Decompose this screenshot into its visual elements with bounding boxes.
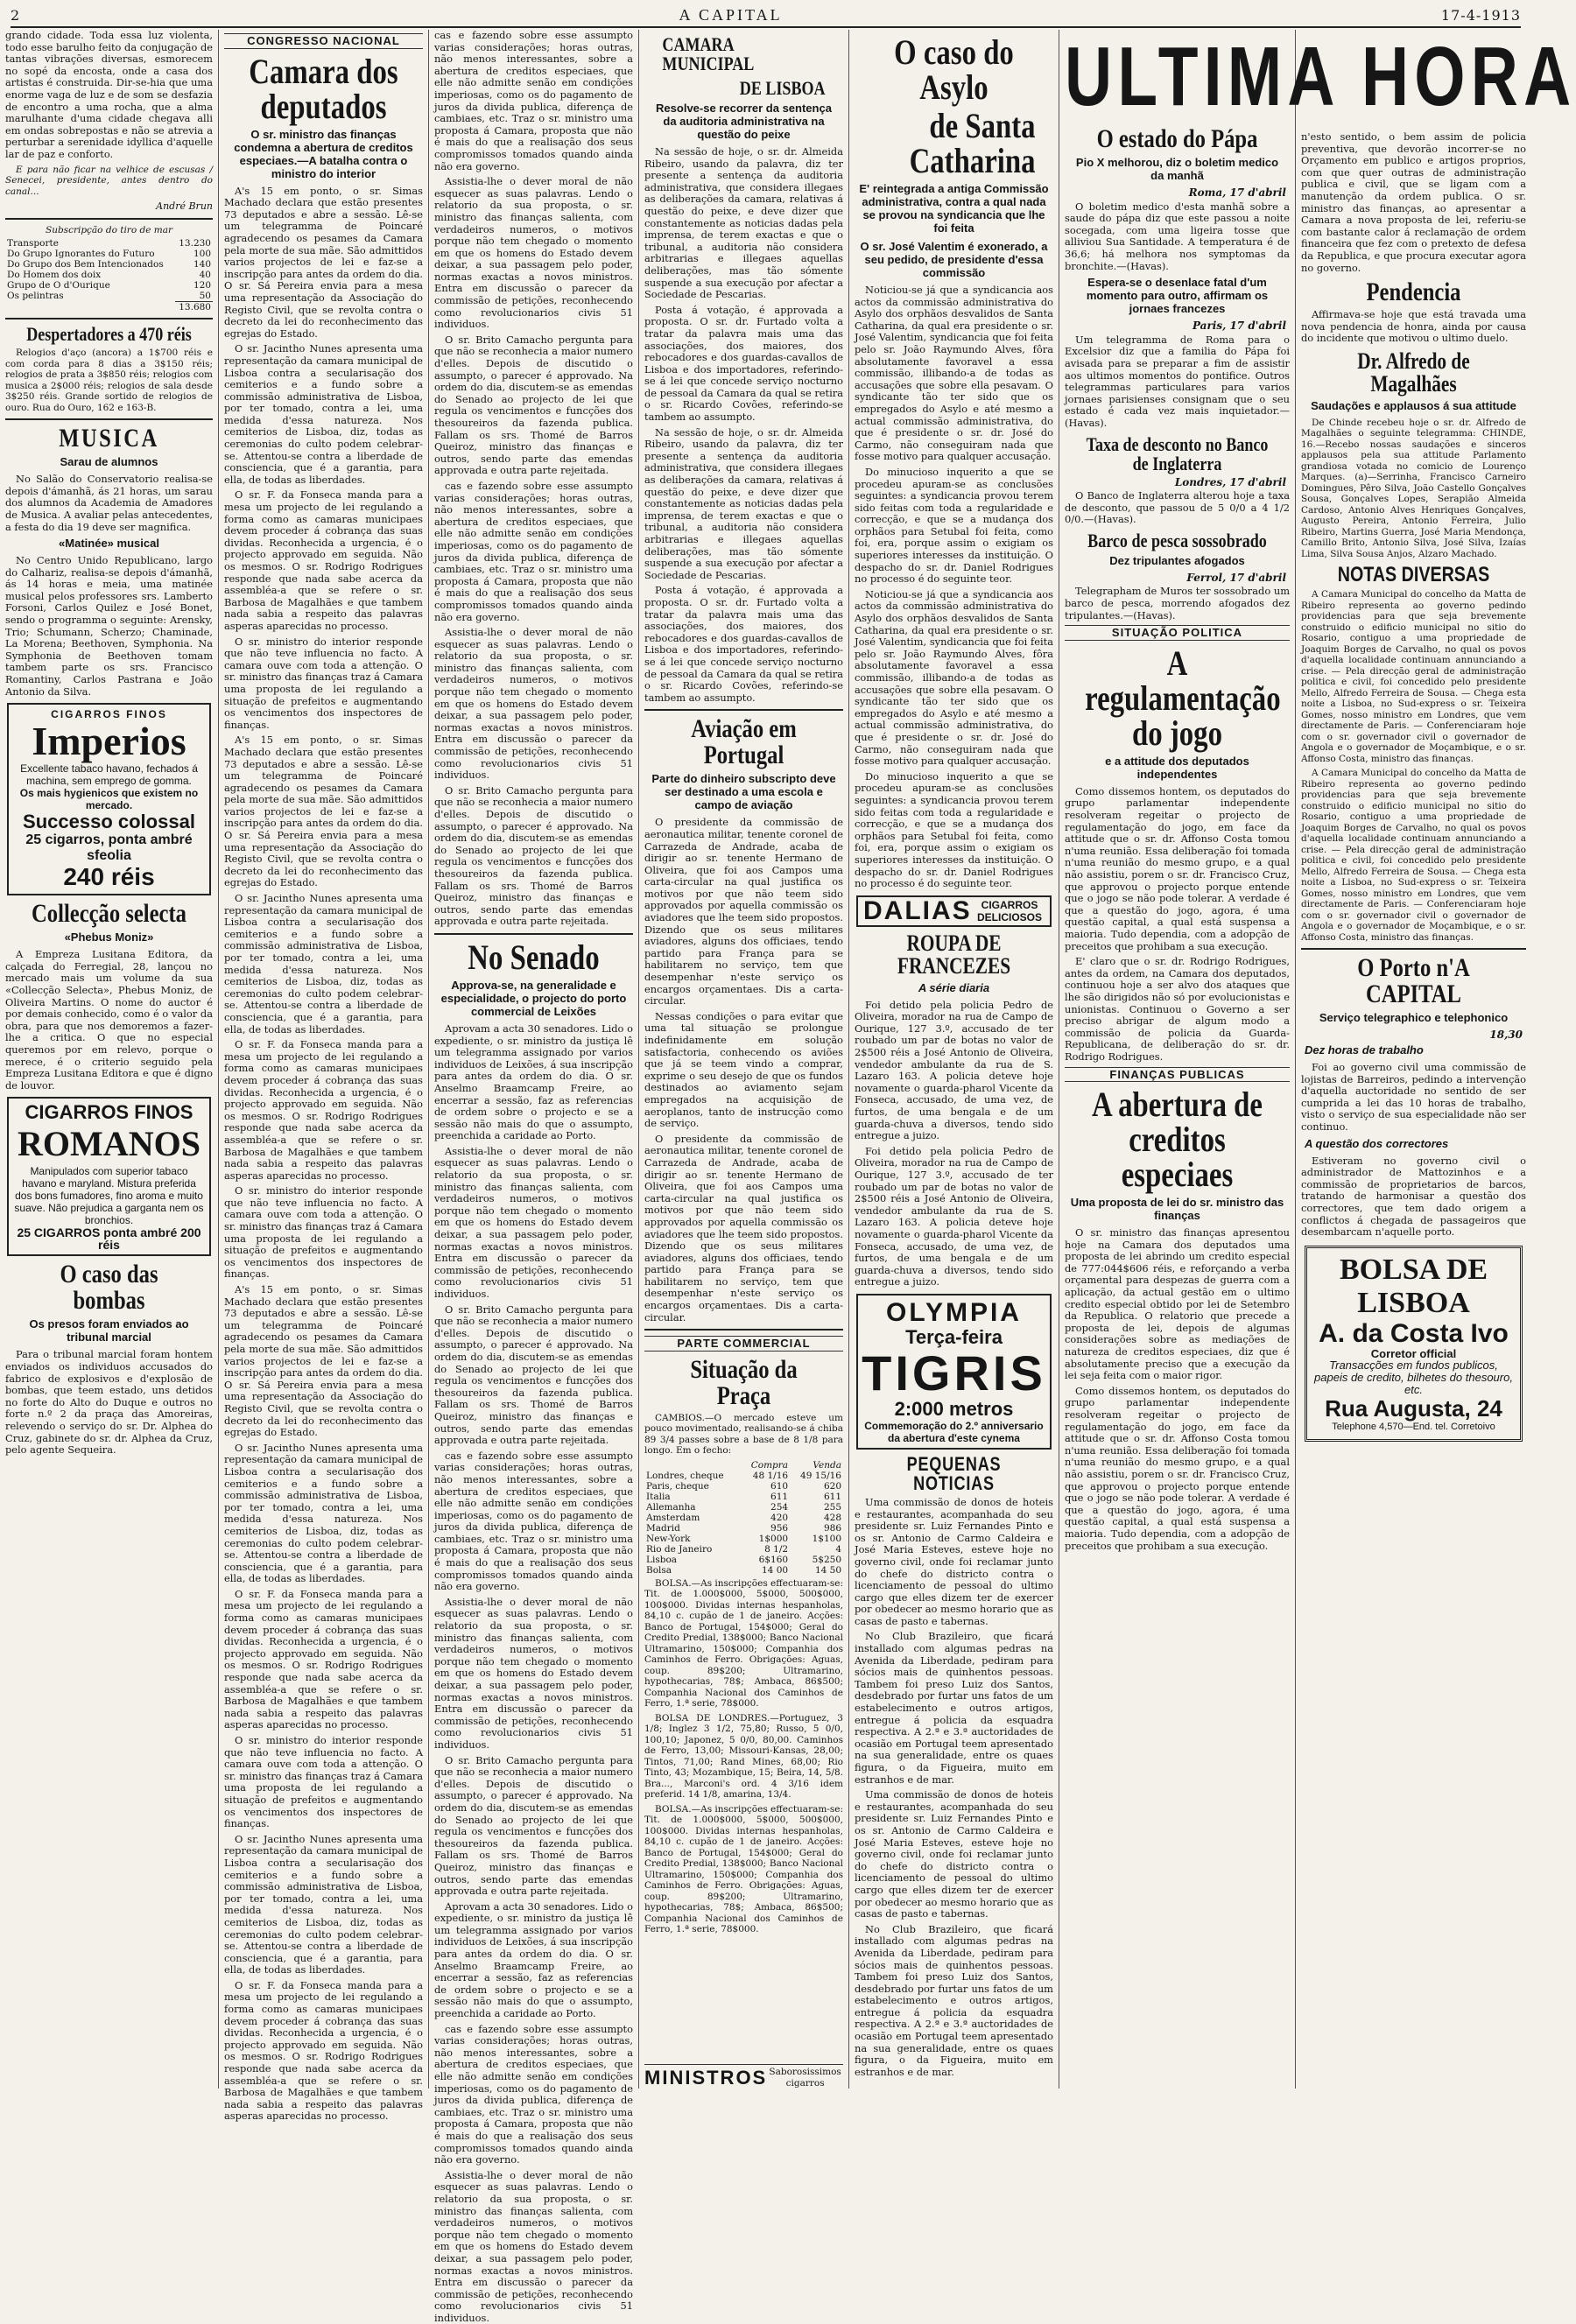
article-paragraph: Do minucioso inquerito a que se procedeu apuram-se as conclusões seguintes: a syndicancia provou terem sido feitas com toda a regularidade e correcção, e que se a mudança dos orphãos para Setubal foi feita, como foi, era, porque assim o exigiam os superiores interesses da instituição. O despacho do sr. dr. Daniel Rodrigues no processo é do seguinte teor.	[855, 465, 1053, 586]
ad-price: 240 réis	[63, 863, 155, 891]
roupa-subtitle: A série diaria	[918, 980, 990, 994]
article-paragraph: A's 15 em ponto, o sr. Simas Machado declara que estão presentes 73 deputados e abre a sessão. Lê-se um telegramma de Poincaré agradecendo os pesames da Camara pela morte de sua mãe. São admittidos varios projectos de lei e faz-se a inscripção para antes da ordem do dia. O sr. Sá Pereira envia para a mesa uma representação da Associação do Registo Civil, que se revolta contra o decreto da lei do reconhecimento das egrejas do Estado.	[224, 734, 423, 889]
article-paragraph: O sr. F. da Fonseca manda para a mesa um projecto de lei regulando a forma como as camaras municipaes devem proceder á cobrança das suas dividas. Reconhecida a urgencia, é o projecto approvado em seguida. Não os mesmos. O sr. Rodrigo Rodrigues responde que nada sabe acerca da assembléa-a que se refere o sr. Barbosa de Magalhães e que tambem nada sabia a respeito das palavras asperas aparecidas no processo.	[224, 1978, 423, 2123]
cell: 14 00	[762, 1564, 789, 1576]
article-paragraph: A Camara Municipal do concelho da Matta de Ribeiro representa ao governo pedindo providencias para que seja brevemente construido o edificio municipal no sitio do Rosario, contiguo a uma propriedade de Joaquim Borges de Carvalho, no qual os povos d'aquella localidade continuam annunciando a crise. — Pela direcção geral de administração politica e civil, foi concedido pelo presidente Mello, Alfredo Ferreira de Sousa. — Chega esta noite a Lisboa, no Sud-express o sr. Teixeira Gomes, nosso ministro em Londres, que vem directamente de Paris. — Conferenciaram hoje com o sr. governador civil o governador de Angola e o governador de Moçambique, e o sr. Affonso Costa, ministro das finanças.	[1301, 768, 1526, 943]
table-row	[644, 1481, 843, 1492]
musica-subtitle: Sarau de alumnos	[60, 455, 158, 469]
cell: 1$100	[812, 1533, 841, 1544]
article-paragraph: E' claro que o sr. dr. Rodrigo Rodrigues, antes da ordem, na Camara dos deputados, continuou hoje a ser alvo dos ataques que lhe são dirigidos não só por evolucionistas e unionistas. Continuou o Governo a ser preciso abrigar de algum modo a commissão de policia da Guarda-Republicana, de deliberação do sr. dr. Rodrigo Rodrigues.	[1065, 955, 1290, 1063]
page-number: 2	[11, 6, 21, 24]
ad-hygienic: Os mais hygienicos que existem no mercado.	[19, 787, 199, 812]
article-paragraph: A's 15 em ponto, o sr. Simas Machado declara que estão presentes 73 deputados e abre a sessão. Lê-se um telegramma de Poincaré agradecendo os pesames da Camara pela morte de sua mãe. São admittidos varios projectos de lei e faz-se a inscripção para antes da ordem do dia. O sr. Sá Pereira envia para a mesa uma representação da Associação do Registo Civil, que se revolta contra o decreto da lei do reconhecimento das egrejas do Estado.	[224, 184, 423, 340]
masthead	[11, 4, 1521, 28]
article-paragraph: n'esto sentido, o bem assim de policia preventiva, que devorão incorrer-se no Orçamento em publico e artigos proprios, com que quer outras de administração publica e civil, que se ligam com a manutenção da ordem publica. O sr. ministro das finanças, ao apresentar a Camara a nova proposta de lei, referiu-se com bastante calor á reclamação de ordem financeira que fez com o pretexto de defesa da Republica, e que procura executar agora no governo.	[1301, 130, 1526, 274]
barco-subtitle: Dez tripulantes afogados	[1109, 553, 1245, 567]
matinee-text: No Centro Unido Republicano, largo do Calhariz, realisa-se depois d'ámanhã, ás 14 horas e meia, uma matinée musical pelos professores srs. Lamberto Forsoni, Carlos Quilez e José Bonet, sendo o programma o seguinte: Arensky, Trio; Schumann, Scherzo; Chaminade, La Morena; Beethoven, Symphonia. Na Symphonia de Beethoven tomam tambem parte os srs. Francisco Romantiny, Carlos Pastrana e João Antonio da Silva.	[5, 554, 213, 698]
dateline: 18,30	[1489, 1029, 1523, 1042]
ad-address: Rua Augusta, 24	[1325, 1395, 1502, 1422]
dateline: Londres, 17 d'abril	[1174, 475, 1286, 488]
subscription-title: Subscripção do tiro de mar	[46, 224, 172, 235]
cell: 48 1/16	[752, 1470, 789, 1481]
row-label: Do Grupo dos Bem Intencionados	[7, 259, 164, 270]
dateline: Ferrol, 17 d'abril	[1186, 571, 1286, 584]
financas-kicker: FINANÇAS PUBLICAS	[1065, 1067, 1290, 1083]
ad-brand: OLYMPIA	[886, 1297, 1022, 1327]
commercial-kicker: PARTE COMMERCIAL	[644, 1336, 843, 1352]
table-row	[5, 280, 213, 291]
camara-municipal-title-2: DE LISBOA	[739, 77, 826, 99]
table-row	[5, 249, 213, 259]
article-paragraph: Na sessão de hoje, o sr. dr. Almeida Ribeiro, usando da palavra, diz ter presente a sentença da auditoria administrativa, que considera illegaes as deliberações da camara, relativas á questão do peixe, e deve dizer que constantemente as noticias dadas pela imprensa, de terem exactas e que o tribunal, a auditoria não considera arbitrarias e illegaes aquellas deliberações, mas tão sómente suspende a sua execução por afectar a Sociedade de Pescarias.	[644, 425, 843, 581]
ad-despertadores-title: Despertadores a 470 réis	[26, 323, 192, 346]
article-paragraph: Foi detido pela policia Pedro de Oliveira, morador na rua de Campo de Ourique, 127 3.º, accusado de ter roubado um par de botas no valor de 2$500 réis a José Antonio de Oliveira, vendedor ambulante da rua de S. Lazaro 163. A policia deteve hoje novamente o guarda-pharol Vicente da Fonseca, accusado, de uma vez, de furtos, de uma bengala e de um guarda-chuva a diversos, tendo sido entregue a juizo.	[855, 998, 1053, 1142]
table-row	[644, 1544, 843, 1555]
asylo-title-2: de Santa Catharina	[909, 106, 1036, 180]
cell: Rio de Janeiro	[646, 1543, 713, 1555]
subscription-total: 13.680	[175, 302, 213, 313]
col-header	[644, 1460, 742, 1471]
article-paragraph: No Club Brazileiro, que ficará installado com algumas pedras na Avenida da Liberdade, pediram para sócios mais de quinhentos pessoas. Tambem foi preso Luiz dos Santos, desdebrado por furtar uns fatos de um estabelecimento e outros artigos, entregue á policia da esquadra respectiva. A 2.ª e 3.ª auctoridades de ocasião em Portugal teem apresentado na sua generalidade, entre os quaes figura, o da Figueira, muito em estranhos e de mar.	[855, 1922, 1053, 2078]
article-paragraph: Telegrapham de Muros ter sossobrado um barco de pesca, morrendo afogados dez tripulantes.—(Havas).	[1065, 585, 1290, 621]
senado-text: Aprovam a acta 30 senadores. Lido o expediente, o sr. ministro da justiça lê um telegramma assignado por varios individuos de Leixões, á sua inscripção para antes da ordem do dia. O sr. Anselmo Braamcamp Freire, ao encerrar a sessão, faz as referencias de ordem sobre o projecto e se a sessão não mais do que o assumpto, preenchida a caridade ao Porto.	[434, 1022, 633, 1142]
col-header: Venda	[813, 1459, 841, 1471]
row-value: 140	[193, 259, 211, 270]
article-paragraph: BOLSA.—As inscripções effectuaram-se: Tit. de 1.000$000, 5$000, 500$000, 100$000. Dividas internas hespanholas, 84,10 c. cupão de 1 de janeiro. Acções: Banco de Portugal, 154$000; Geral do Credito Predial, 138$000; Banco Nacional Ultramarino, 150$000; Companhia dos Caminhos de Ferro. Obrigações: Aguas, coup. 89$200; Ultramarino, hypothecarias, 78$; Ambaca, 86$500; Companhia Nacional dos Caminhos de Ferro, 1.ª serie, 78$000.	[644, 1803, 843, 1935]
column-3	[429, 29, 639, 2324]
cell: 49 15/16	[800, 1470, 841, 1481]
table-row	[644, 1502, 843, 1513]
financas-title: A abertura de creditos especiaes	[1092, 1085, 1263, 1195]
bombas-title: O caso das bombas	[60, 1260, 158, 1316]
article-paragraph: Assistia-lhe o dever moral de não esquecer as suas palavras. Lendo o relatorio da sua proposta, o sr. ministro das finanças salienta, com verdadeiros numeros, o motivos porque não tem chegado o momento em que os homens do Estado devem deixar, a sua passagem pelo poder, normas exactas a novos ministros. Entra em discussão o parecer da commissão de petições, reconhecendo como revolucionarios civis 51 individuos.	[434, 1144, 633, 1300]
article-paragraph: Uma commissão de donos de hoteis e restaurantes, acompanhada do seu presidente sr. Luiz Fernandes Pinto e os sr. Antonio de Carmo Caldeira e José Maria Esteves, esteve hoje no governo civil, onde foi reclamar junto do chefe do districto contra o licenciamento de pessoal do ultimo cargo que elles dizem ter de exercer por obedecer ao mesmo horario que as casas de pasto e tabernas.	[855, 1788, 1053, 1920]
ad-role: Corretor official	[1370, 1346, 1457, 1360]
article-paragraph: O boletim medico d'esta manhã sobre a saude do pápa diz que este passou a noite socegada, com uma ligeira tosse que alliviou Sua Santidade. A temperatura é de 36,6; há melhora nos symptomas da bronchite.—(Havas).	[1065, 200, 1290, 272]
article-paragraph: Noticiou-se já que a syndicancia aos actos da commissão administrativa do Asylo dos orphãos desvalidos de Santa Catharina, da qual era presidente o sr. José Valentim, syndicancia que foi feita pelo sr. João Raymundo Alves, fôra absolutamente favoravel a essa commissão, illibando-a de todas as accusações que sobre ella pesavam. O syndicante tão ter sido que os empregados do Asylo e até mesmo a actual commissão administrativa, do que é presidente o sr. dr. José do Carmo, não conseguiram nada que fosse motivo para qualquer accusação.	[855, 587, 1053, 768]
table-row	[5, 270, 213, 280]
cell: 5$250	[812, 1554, 841, 1565]
roupa-title: ROUPA DE FRANCEZES	[897, 930, 1011, 979]
cell: 611	[823, 1491, 841, 1502]
divider	[644, 1329, 843, 1331]
article-paragraph: A's 15 em ponto, o sr. Simas Machado declara que estão presentes 73 deputados e abre a sessão. Lê-se um telegramma de Poincaré agradecendo os pesames da Camara pela morte de sua mãe. São admittidos varios projectos de lei e faz-se a inscripção para antes da ordem do dia. O sr. Sá Pereira envia para a mesa uma representação da Associação do Registo Civil, que se revolta contra o decreto da lei do reconhecimento das egrejas do Estado.	[224, 1283, 423, 1439]
article-paragraph: O sr. Brito Camacho pergunta para que não se reconhecia a maior numero d'elles. Depois de discutido o assumpto, o parecer é approvado. Na ordem do dia, discutem-se as emendas do Senado ao projecto de lei que regula os vencimentos e funcções dos thesoureiros da fazenda publica. Fallam os srs. Thomé de Barros Queiroz, ministro das finanças e outros, sendo parte das emendas approvada e outra parte rejeitada.	[434, 333, 633, 477]
politica-kicker: SITUAÇÃO POLITICA	[1065, 625, 1290, 641]
congress-kicker: CONGRESSO NACIONAL	[224, 33, 423, 49]
ad-imperios	[7, 703, 211, 895]
divider	[644, 709, 843, 711]
colleccao-text: A Empreza Lusitana Editora, da calçada do Ferregial, 28, lançou no mercado mais um volume da sua «Collecção Selecta», Phebus Moniz, de Oliveira Martins. O nome do auctor é por demais conhecido, como é o valor da obra, para que nos demoremos a fazer-lhe a critica. O que no especial queremos por em relevo, porque o merece, é o criterio seguido pela Empreza Lusitana Editora e que é digno de louvor.	[5, 948, 213, 1092]
article-paragraph: O Banco de Inglaterra alterou hoje a taxa de desconto, que passou de 5 0/0 a 4 1/2 0/0.—(Havas).	[1065, 489, 1290, 526]
divider	[5, 218, 213, 220]
papa-title: O estado do Pápa	[1096, 124, 1258, 153]
article-paragraph: O sr. ministro das finanças apresentou hoje na Camara dos deputados uma proposta de lei abrindo um credito especial de 777:044$606 réis, e reforçando a verba orçamental para despezas de guerra com a aplicação, da actual gestão em o ultimo credito especial obtido por lei de Setembro da Republica. O relatorio que precede a proposta de lei, depois de algumas considerações sobre as mediações de natureza de creditos especiaes, diz que é absolutamente preciso que a execução da lei seja feita com o maior rigor.	[1065, 1226, 1290, 1382]
article-paragraph: Estiveram no governo civil o administrador de Mattozinhos e a commissão de proprietarios de barcos, tratando de harmonisar a questão dos correctores, que tem dado origem a conflictos á chegada de passageiros que desembarcam n'aquelle porto.	[1301, 1154, 1526, 1239]
divider	[5, 418, 213, 420]
article-paragraph: Affirmava-se hoje que está travada uma nova pendencia de honra, ainda por causa do incidente que motivou o ultimo duelo.	[1301, 308, 1526, 345]
divider	[5, 318, 213, 319]
cell: Allemanha	[646, 1501, 696, 1513]
cell: 610	[770, 1480, 789, 1492]
magalhaes-subtitle: Saudações e applausos á sua attitude	[1311, 398, 1516, 412]
senado-text: Aprovam a acta 30 senadores. Lido o expediente, o sr. ministro da justiça lê um telegramma assignado por varios individuos de Leixões, á sua inscripção para antes da ordem do dia. O sr. Anselmo Braamcamp Freire, ao encerrar a sessão, faz as referencias de ordem sobre o projecto e se a sessão não mais do que o assumpto, preenchida a caridade ao Porto.	[434, 1899, 633, 2020]
column-4	[639, 30, 849, 2089]
barco-title: Barco de pesca sossobrado	[1087, 529, 1267, 551]
divider	[1301, 948, 1526, 950]
row-label: Do Grupo Ignorantes do Futuro	[7, 249, 155, 260]
ad-text: Commemoração do 2.º anniversario da abertura d'este cynema	[864, 1419, 1044, 1444]
ad-success: Successo colossal	[23, 811, 195, 833]
ad-text: CIGARROS DELICIOSOS	[976, 898, 1042, 923]
bombas-text: Para o tribunal marcial foram hontem enviados os individuos accusados do fabrico de explosivos e d'explosão de bombas, que teem estado, uns detidos no forte do Alto do Duque e outros no forte n.º 2 da praça das Amoreiras, relevendo o serviço do sr. Dr. Alphea do Cruz, gabinete do sr. dr. Alphea da Cruz, pelo agente Sequeira.	[5, 1348, 213, 1457]
cell: 254	[770, 1501, 789, 1513]
article-paragraph: Noticiou-se já que a syndicancia aos actos da commissão administrativa do Asylo dos orphãos desvalidos de Santa Catharina, da qual era presidente o sr. José Valentim, syndicancia que foi feita pelo sr. João Raymundo Alves, fôra absolutamente favoravel a essa commissão, illibando-a de todas as accusações que sobre ella pesavam. O syndicante tão ter sido que os empregados do Asylo e até mesmo a actual commissão administrativa, do que é presidente o sr. dr. José do Carmo, não conseguiram nada que fosse motivo para qualquer accusação.	[855, 284, 1053, 463]
cell: Italia	[646, 1491, 671, 1502]
article-paragraph: Uma commissão de donos de hoteis e restaurantes, acompanhada do seu presidente sr. Luiz Fernandes Pinto e os sr. Antonio de Carmo Caldeira e José Maria Esteves, esteve hoje no governo civil, onde foi reclamar junto do chefe do districto contra o licenciamento de pessoal do ultimo cargo que elles dizem ter de exercer por obedecer ao mesmo horario que as casas de pasto e tabernas.	[855, 1495, 1053, 1627]
article-paragraph: O sr. Jacintho Nunes apresenta uma representação da camara municipal de Lisboa contra a secularisação dos cemiterios e a fundo sobre a commissão administrativa de Lisboa, por ter tomado, contra a lei, uma medida d'essa natureza. Nos cemiterios de Lisboa, diz, todas as ceremonias do culto podem celebrar-se. Attentou-se contra a liberdade de consciencia, que é a garantia, para ella, de todas as liberdades.	[224, 1441, 423, 1585]
cell: New-York	[646, 1533, 691, 1544]
ad-small-heading: CIGARROS FINOS	[51, 708, 167, 721]
ad-film: TIGRIS	[862, 1345, 1046, 1401]
senado-subtitle: Approva-se, na generalidade e especialidade, o projecto do porto commercial de Leixões	[440, 978, 627, 1018]
table-row	[644, 1513, 843, 1523]
ad-dalias	[856, 895, 1052, 927]
cell: 428	[823, 1512, 841, 1523]
cambio-table	[644, 1460, 843, 1576]
ad-romanos	[7, 1097, 211, 1256]
verse: E para não ficar na velhice de escusas / Senecei, presidente, antes dentro do canal...	[5, 164, 213, 197]
article-paragraph: Do minucioso inquerito a que se procedeu apuram-se as conclusões seguintes: a syndicancia provou terem sido feitas com toda a regularidade e correcção, e que se a mudança dos orphãos para Setubal foi feita, como foi, era, porque assim o exigiam os superiores interesses da instituição. O despacho do sr. dr. Daniel Rodrigues no processo é do seguinte teor.	[855, 769, 1053, 890]
article-paragraph: Assistia-lhe o dever moral de não esquecer as suas palavras. Lendo o relatorio da sua proposta, o sr. ministro das finanças salienta, com verdadeiros numeros, o motivos porque não tem chegado o momento em que os homens do Estado devem deixar, a sua passagem pelo poder, normas exactas a novos ministros. Entra em discussão o parecer da commissão de petições, reconhecendo como revolucionarios civis 51 individuos.	[434, 2168, 633, 2324]
camara-municipal-subtitle: Resolve-se recorrer da sentença da auditoria administrativa na questão do peixe	[656, 102, 832, 141]
table-row	[644, 1555, 843, 1565]
papa-subtitle-2: Espera-se o desenlace fatal d'um momento para outro, affirmam os jornaes francezes	[1086, 276, 1269, 316]
ad-text: Transacções em fundos publicos, papeis de credito, bilhetes do thesouro, etc.	[1314, 1359, 1513, 1396]
ad-text: Saborosissimos cigarros	[769, 2067, 841, 2089]
column-1	[0, 30, 219, 2089]
ad-phone: Telephone 4,570—End. tel. Corretoivo	[1332, 1422, 1495, 1433]
magalhaes-title: Dr. Alfredo de Magalhães	[1357, 348, 1470, 397]
papa-subtitle: Pio X melhorou, diz o boletim medico da manhã	[1075, 156, 1279, 182]
jogo-subtitle: e a attitude dos deputados independentes	[1105, 754, 1249, 781]
ad-brand: MINISTROS	[644, 2066, 768, 2089]
row-label: Os pelintras	[7, 291, 64, 302]
cell: 4	[835, 1543, 841, 1555]
camara-deputados-subtitle: O sr. ministro das finanças condemna a abertura de creditos especiaes.—A batalha contra o ministro do interior	[234, 127, 413, 180]
table-row	[644, 1534, 843, 1544]
row-label: Grupo de O d'Ourique	[7, 280, 110, 291]
table-row	[644, 1492, 843, 1502]
article-paragraph: O sr. F. da Fonseca manda para a mesa um projecto de lei regulando a forma como as camaras municipaes devem proceder á cobrança das suas dividas. Reconhecida a urgencia, é o projecto approvado em seguida. Não os mesmos. O sr. Rodrigo Rodrigues responde que nada sabe acerca da assembléa-a que se refere o sr. Barbosa de Magalhães e que tambem nada sabia a respeito das palavras asperas aparecidas no processo.	[224, 488, 423, 632]
cell: 986	[823, 1522, 841, 1534]
dateline: Roma, 17 d'abril	[1188, 186, 1286, 199]
porto-title: O Porto n'A CAPITAL	[1357, 953, 1470, 1009]
row-value: 120	[193, 280, 211, 291]
camara-municipal-title: CAMARA MUNICIPAL	[662, 33, 755, 74]
matinee-title: «Matinée» musical	[59, 537, 159, 551]
cell: 6$160	[758, 1554, 789, 1565]
ad-name: A. da Costa Ivo	[1319, 1318, 1509, 1348]
bombas-subtitle: Os presos foram enviados ao tribunal marcial	[29, 1317, 189, 1345]
article-paragraph: A Camara Municipal do concelho da Matta de Ribeiro representa ao governo pedindo providencias para que seja brevemente construido o edificio municipal no sitio do Rosario, contiguo a uma propriedade de Joaquim Borges de Carvalho, no qual os povos d'aquella localidade continuam annunciando a crise. — Pela direcção geral de administração politica e civil, foi concedido pelo presidente Mello, Alfredo Ferreira de Sousa. — Chega esta noite a Lisboa, no Sud-express o sr. Teixeira Gomes, nosso ministro em Londres, que vem directamente de Paris. — Conferenciaram hoje com o sr. governador civil o governador de Angola e o governador de Moçambique, e o sr. Affonso Costa, ministro das finanças.	[1301, 589, 1526, 764]
article-paragraph: Como dissemos hontem, os deputados do grupo parlamentar independente resolveram regeitar o projecto de regulamentação do jogo, em face da attitude que o sr. dr. Affonso Costa tomou n'uma reunião. Essa deliberação foi tomada n'uma reunião do mesmo grupo, e a qual não assistiu, porem o sr. dr. Francisco Cruz, que approvou o projecto porque entende que o jogo se não pode tolerar. A verdade é que a questão do jogo, agora, é uma questão capital, a qual está suspensa a maioria. Tudo dependia, com a adopção de preceitos que prohibam a sua execução.	[1065, 1384, 1290, 1552]
ad-bolsa-lisboa	[1305, 1246, 1523, 1442]
ultima-hora-banner: ULTIMA HORA	[1065, 30, 1576, 123]
musica-text: No Salão do Conservatorio realisa-se depois d'ámanhã, ás 21 horas, um sarau dos alumnos da Academia de Amadores de Musica. A avaliar pelas antecedentes, a festa do dia 19 deve ser magnifica.	[5, 473, 213, 533]
row-label: Do Homem dos doix	[7, 270, 102, 281]
colleccao-title: Collecção selecta	[32, 899, 186, 929]
porto-item-title: A questão dos correctores	[1305, 1136, 1449, 1150]
ad-ministros	[644, 2064, 843, 2089]
cell: Paris, cheque	[646, 1480, 709, 1492]
article-paragraph: O sr. Jacintho Nunes apresenta uma representação da camara municipal de Lisboa contra a secularisação dos cemiterios e a fundo sobre a commissão administrativa de Lisboa, por ter tomado, contra a lei, uma medida d'essa natureza. Nos cemiterios de Lisboa, diz, todas as ceremonias do culto podem celebrar-se. Attentou-se contra a liberdade de consciencia, que é a garantia, para ella, de todas as liberdades.	[224, 1832, 423, 1976]
ad-title: BOLSA DE LISBOA	[1339, 1253, 1488, 1319]
article-paragraph: De Chinde recebeu hoje o sr. dr. Alfredo de Magalhães o seguinte telegramma: CHINDE, 16.—Recebo nossas saudações e sinceros applausos pela sua attitude Parlamento grandiosa votada no comicio de Lourenço Marques. (a)—Serrinha, Francisco Carneiro Domingues, Pêro Silva, João Castello Gonçalves Sousa, Gonçalves Lopes, Serapião Almeida Cardoso, Antonio Alves Henriques Gonçalves, Augusto Pereira, Antonio Ferreira, Julio Ribeiro, Martins Guerra, José Maria Mendonça, Camillo Brito, Antonio Silva, José Silva, Izaías Lima, Silva Sousa Anjos, Alzaro Machado.	[1301, 417, 1526, 559]
article-paragraph: Foi ao governo civil uma commissão de lojistas de Barreiros, pedindo a intervenção d'aquella auctoridade no sentido de ser cumprida a lei das 10 horas de trabalho, visto o serviço de sua especialidade não ser continuo.	[1301, 1061, 1526, 1133]
pequenas-title: PEQUENAS NOTICIAS	[906, 1452, 1002, 1494]
article-paragraph: cas e fazendo sobre esse assumpto varias considerações; horas outras, não menos interessantes, sobre a abertura de creditos especiaes, que elle não admitte senão em condições imperiosas, como os do pagamento de juros da divida publica, diferença de cambiaes, etc. Traz o sr. ministro uma proposta á Camara, proposta que não é mais do que a realisação dos seus compromissos tomados quando ainda não era governo.	[434, 2022, 633, 2166]
cell: 14 50	[814, 1564, 841, 1576]
ad-day: Terça-feira	[905, 1325, 1003, 1348]
article-paragraph: O presidente da commissão de aeronautica militar, tenente coronel de Carrazeda de Andrade, acaba de dirigir ao sr. tenente Hermano de Oliveira, que foi aos Campos uma carta-circular na qual justifica os motivos por que não teem sido approvados por aquella commissão os aviadores que lhe teem sido propostos. Dizendo que os seus militares aviadores, alguns dos officiaes, tendo partido para França para se habilitarem no serviço, tem que desempenhar n'este serviço os encargos orçamentaes. Dis a carta-circular.	[644, 1132, 843, 1323]
cell: Madrid	[646, 1522, 680, 1534]
article-continuation: grando cidade. Toda essa luz violenta, todo esse barulho feito da conjugação de tantas vibrações diversas, esmorecem no sopé da encosta, onde a casa dos artistas é construida. Dir-se-hia que uma enorme vaga de luz e de som se desfazia de encontro a uma rocha, que a alma marulhante d'uma cidade chegava alli em ondas sobrepostas e não se atrevia a perturbar a serenidade idyllica d'aquelle lar de paz e conforto.	[5, 29, 213, 160]
cell: Bolsa	[646, 1564, 672, 1576]
subscription-table	[5, 238, 213, 312]
taxa-title: Taxa de desconto no Banco de Inglaterra	[1086, 432, 1269, 474]
divider	[434, 933, 633, 935]
cell: Amsterdam	[646, 1512, 700, 1523]
article-paragraph: Assistia-lhe o dever moral de não esquecer as suas palavras. Lendo o relatorio da sua proposta, o sr. ministro das finanças salienta, com verdadeiros numeros, o motivos porque não tem chegado o momento em que os homens do Estado devem deixar, a sua passagem pelo poder, normas exactas a novos ministros. Entra em discussão o parecer da commissão de petições, reconhecendo como revolucionarios civis 51 individuos.	[434, 1595, 633, 1751]
cell: Londres, cheque	[646, 1470, 724, 1481]
senado-title: No Senado	[468, 937, 600, 977]
article-paragraph: Como dissemos hontem, os deputados do grupo parlamentar independente resolveram regeitar o projecto de regulamentação do jogo, em face da attitude que o sr. dr. Affonso Costa tomou n'uma reunião. Essa deliberação foi tomada n'uma reunião do mesmo grupo, e a qual não assistiu, porem o sr. dr. Francisco Cruz, que approvou o projecto porque entende que o jogo se não pode tolerar. A verdade é que a questão do jogo, agora, é uma questão capital, a qual está suspensa a maioria. Tudo dependia, com a adopção de preceitos que prohibam a sua execução.	[1065, 784, 1290, 952]
porto-subtitle: Serviço telegraphico e telephonico	[1319, 1011, 1509, 1025]
row-label: Transporte	[7, 238, 59, 249]
article-paragraph: Na sessão de hoje, o sr. dr. Almeida Ribeiro, usando da palavra, diz ter presente a sentença da auditoria administrativa, que considera illegaes as deliberações da camara, relativas á questão do peixe, e deve dizer que constantemente as noticias dadas pela imprensa, de terem exactas e que o tribunal, a auditoria não considera arbitrarias e illegaes aquellas deliberações, mas tão sómente suspende a sua execução por afectar a Sociedade de Pescarias.	[644, 145, 843, 301]
article-paragraph: O sr. Jacintho Nunes apresenta uma representação da camara municipal de Lisboa contra a secularisação dos cemiterios e a fundo sobre a commissão administrativa de Lisboa, por ter tomado, contra a lei, uma medida d'essa natureza. Nos cemiterios de Lisboa, diz, todas as ceremonias do culto podem celebrar-se. Attentou-se contra a liberdade de consciencia, que é a garantia, para ella, de todas as liberdades.	[224, 892, 423, 1036]
ad-small-heading: CIGARROS FINOS	[25, 1101, 193, 1124]
article-paragraph: Nessas condições o para evitar que uma tal situação se prolongue indefinidamente em solução satisfactoria, conhecendo os aviões que já se teem vindo a comprar, exprime o seu desejo de que os fundos destinados ao aviamento sejam empregados na acquisição de aeroplanos, tanto de instrucção como de serviço.	[644, 1009, 843, 1130]
cell: 255	[823, 1501, 841, 1513]
article-paragraph: O presidente da commissão de aeronautica militar, tenente coronel de Carrazeda de Andrade, acaba de dirigir ao sr. tenente Hermano de Oliveira, que foi aos Campos uma carta-circular na qual justifica os motivos por que não teem sido approvados por aquella commissão os aviadores que lhe teem sido propostos. Dizendo que os seus militares aviadores, alguns dos officiaes, tendo partido para França para se habilitarem no serviço, tem que desempenhar n'este serviço os encargos orçamentaes. Dis a carta-circular.	[644, 816, 843, 1008]
table-row	[5, 259, 213, 270]
column-7	[1296, 131, 1531, 2089]
article-paragraph: O sr. ministro do interior responde que não teve influencia no facto. A camara ouve com toda a attenção. O sr. ministro das finanças traz á Camara uma proposta de lei regulando a situação de prefeitos e augmentando os vencimentos dos inspectores de finanças.	[224, 1184, 423, 1281]
asylo-title: O caso do Asylo	[894, 32, 1014, 107]
praca-title: Situação da Praça	[690, 1354, 798, 1410]
article-paragraph: cas e fazendo sobre esse assumpto varias considerações; horas outras, não menos interessantes, sobre a abertura de creditos especiaes, que elle não admitte senão em condições imperiosas, como os do pagamento de juros da divida publica, diferença de cambiaes, etc. Traz o sr. ministro uma proposta á Camara, proposta que não é mais do que a realisação dos seus compromissos tomados quando ainda não era governo.	[434, 29, 633, 172]
asylo-subtitle: E' reintegrada a antiga Commissão administrativa, contra a qual nada se provou na syndicancia que lhe foi feita	[859, 182, 1049, 235]
ad-despertadores-text: Relogios d'aço (ancora) a 1$700 réis e com corda para 8 dias a 3$150 réis; relogios de prata a 3$850 réis; relogios com musica a 2$000 réis; relogios de sala desde 3$250 réis. Grande sortido de relogios de ouro. Rua do Ouro, 162 e 163-B.	[5, 348, 213, 413]
article-paragraph: cas e fazendo sobre esse assumpto varias considerações; horas outras, não menos interessantes, sobre a abertura de creditos especiaes, que elle não admitte senão em condições imperiosas, como os do pagamento de juros da divida publica, diferença de cambiaes, etc. Traz o sr. ministro uma proposta á Camara, proposta que não é mais do que a realisação dos seus compromissos tomados quando ainda não era governo.	[434, 479, 633, 623]
praca-subtitle: CAMBIOS.—O mercado esteve um pouco movimentado, realisando-se á chiba 89 3/4 passes sobre a base de 8 1/8 para longo. Em o fecho:	[644, 1412, 843, 1457]
article-paragraph: BOLSA.—As inscripções effectuaram-se: Tit. de 1.000$000, 5$000, 500$000, 100$000. Dividas internas hespanholas, 84,10 c. cupão de 1 de janeiro. Acções: Banco de Portugal, 154$000; Geral do Credito Predial, 138$000; Banco Nacional Ultramarino, 150$000; Companhia dos Caminhos de Ferro. Obrigações: Aguas, coup. 89$200; Ultramarino, hypothecarias, 78$; Ambaca, 86$500; Companhia Nacional dos Caminhos de Ferro, 1.ª serie, 78$000.	[644, 1577, 843, 1710]
article-paragraph: O sr. ministro do interior responde que não teve influencia no facto. A camara ouve com toda a attenção. O sr. ministro das finanças traz á Camara uma proposta de lei regulando a situação de prefeitos e augmentando os vencimentos dos inspectores de finanças.	[224, 635, 423, 731]
paper-name: A CAPITAL	[679, 5, 783, 24]
table-row	[5, 291, 213, 302]
article-paragraph: Foi detido pela policia Pedro de Oliveira, morador na rua de Campo de Ourique, 127 3.º, accusado de ter roubado um par de botas no valor de 2$500 réis a José Antonio de Oliveira, vendedor ambulante da rua de S. Lazaro 163. A policia deteve hoje novamente o guarda-pharol Vicente da Fonseca, accusado, de uma vez, de furtos, de uma bengala e de um guarda-chuva a diversos, tendo sido entregue a juizo.	[855, 1144, 1053, 1288]
porto-item-title: Dez horas de trabalho	[1305, 1043, 1424, 1057]
row-value: 40	[199, 270, 211, 281]
article-paragraph: O sr. Brito Camacho pergunta para que não se reconhecia a maior numero d'elles. Depois de discutido o assumpto, o parecer é approvado. Na ordem do dia, discutem-se as emendas do Senado ao projecto de lei que regula os vencimentos e funcções dos thesoureiros da fazenda publica. Fallam os srs. Thomé de Barros Queiroz, ministro das finanças e outros, sendo parte das emendas approvada e outra parte rejeitada.	[434, 1753, 633, 1898]
table-row	[5, 238, 213, 249]
article-paragraph: Posta á votação, é approvada a proposta. O sr. dr. Furtado volta a tratar da palavra mais uma das associações, dos maiores, dos rebocadores e dos guardas-cavallos de Lisboa e dos importadores, referindo-se á lei que concede serviço nocturno de pessoal da Camara da qual se retira o sr. Ricardo Covões, referindo-se tambem ao assumpto.	[644, 584, 843, 704]
ad-brand: DALIAS	[863, 895, 972, 925]
ad-length: 2:000 metros	[894, 1397, 1014, 1420]
financas-subtitle: Uma proposta de lei do sr. ministro das finanças	[1070, 1196, 1284, 1223]
ad-price-line: 25 cigarros, ponta ambré sfeolia	[25, 832, 193, 864]
article-paragraph: O sr. Brito Camacho pergunta para que não se reconhecia a maior numero d'elles. Depois de discutido o assumpto, o parecer é approvado. Na ordem do dia, discutem-se as emendas do Senado ao projecto de lei que regula os vencimentos e funcções dos thesoureiros da fazenda publica. Fallam os srs. Thomé de Barros Queiroz, ministro das finanças e outros, sendo parte das emendas approvada e outra parte rejeitada.	[434, 1302, 633, 1447]
camara-deputados-title: Camara dos deputados	[249, 51, 398, 126]
article-paragraph: cas e fazendo sobre esse assumpto varias considerações; horas outras, não menos interessantes, sobre a abertura de creditos especiaes, que elle não admitte senão em condições imperiosas, como os do pagamento de juros da divida publica, diferença de cambiaes, etc. Traz o sr. ministro uma proposta á Camara, proposta que não é mais do que a realisação dos seus compromissos tomados quando ainda não era governo.	[434, 1449, 633, 1593]
cell: Lisboa	[646, 1554, 678, 1565]
jogo-title: A regulamentação do jogo	[1085, 642, 1281, 753]
article-paragraph: Posta á votação, é approvada a proposta. O sr. dr. Furtado volta a tratar da palavra mais uma das associações, dos maiores, dos rebocadores e dos guardas-cavallos de Lisboa e dos importadores, referindo-se á lei que concede serviço nocturno de pessoal da Camara da qual se retira o sr. Ricardo Covões, referindo-se tambem ao assumpto.	[644, 303, 843, 424]
column-5	[849, 30, 1059, 2089]
cell: 620	[823, 1480, 841, 1492]
cell: 611	[770, 1491, 789, 1502]
article-paragraph: No Club Brazileiro, que ficará installado com algumas pedras na Avenida da Liberdade, pediram para sócios mais de quinhentos pessoas. Tambem foi preso Luiz dos Santos, desdebrado por furtar uns fatos de um estabelecimento e outros artigos, entregue á policia da esquadra respectiva. A 2.ª e 3.ª auctoridades de ocasião em Portugal teem apresentado na sua generalidade, entre os quaes figura, o da Figueira, muito em estranhos e de mar.	[855, 1630, 1053, 1786]
col-header: Compra	[750, 1459, 789, 1471]
column-2	[219, 30, 429, 2123]
article-paragraph: Um telegramma de Roma para o Excelsior diz que a familia do Pápa foi avisada para se preparar a fim de assistir aos ultimos momentos do pontifice. Outros telegrammas particulares para varios jornaes parisienses consignam que o seu estado é cada vez mais inquietador.—(Havas).	[1065, 333, 1290, 429]
author-signature: André Brun	[156, 200, 213, 213]
cell: 956	[770, 1522, 789, 1534]
aviacao-title: Aviação em Portugal	[691, 714, 797, 770]
table-row	[5, 302, 213, 313]
cell: 1$000	[758, 1533, 789, 1544]
aviacao-subtitle: Parte do dinheiro subscripto deve ser destinado a uma escola e campo de aviação	[651, 772, 836, 812]
row-value: 100	[193, 249, 211, 260]
ad-olympia	[856, 1294, 1052, 1450]
table-header	[644, 1460, 843, 1471]
notas-title: NOTAS DIVERSAS	[1337, 563, 1490, 587]
article-paragraph: Assistia-lhe o dever moral de não esquecer as suas palavras. Lendo o relatorio da sua proposta, o sr. ministro das finanças salienta, com verdadeiros numeros, o motivos porque não tem chegado o momento em que os homens do Estado devem deixar, a sua passagem pelo poder, normas exactas a novos ministros. Entra em discussão o parecer da commissão de petições, reconhecendo como revolucionarios civis 51 individuos.	[434, 626, 633, 782]
article-paragraph: O sr. ministro do interior responde que não teve influencia no facto. A camara ouve com toda a attenção. O sr. ministro das finanças traz á Camara uma proposta de lei regulando a situação de prefeitos e augmentando os vencimentos dos inspectores de finanças.	[224, 1734, 423, 1830]
article-paragraph: O sr. F. da Fonseca manda para a mesa um projecto de lei regulando a forma como as camaras municipaes devem proceder á cobrança das suas dividas. Reconhecida a urgencia, é o projecto approvado em seguida. Não os mesmos. O sr. Rodrigo Rodrigues responde que nada sabe acerca da assembléa-a que se refere o sr. Barbosa de Magalhães e que tambem nada sabia a respeito das palavras asperas aparecidas no processo.	[224, 1587, 423, 1731]
ad-price: 25 CIGARROS ponta ambré 200 réis	[17, 1225, 201, 1253]
issue-date: 17-4-1913	[1440, 6, 1521, 24]
musica-title: MUSICA	[59, 424, 159, 453]
table-row	[644, 1471, 843, 1481]
pendencia-title: Pendencia	[1366, 277, 1461, 307]
dateline: Paris, 17 d'abril	[1192, 319, 1286, 333]
ad-brand: ROMANOS	[18, 1124, 201, 1164]
ad-text: Manipulados com superior tabaco havano e maryland. Mistura preferida dos bons fumadores, fino aroma e muito suave. Não prejudica a garganta nem os bronchios.	[14, 1165, 204, 1227]
row-value: 13.230	[179, 238, 211, 249]
cell: 8 1/2	[764, 1543, 789, 1555]
colleccao-subtitle: «Phebus Moniz»	[64, 930, 154, 944]
row-value: 50	[199, 291, 211, 302]
article-paragraph: O sr. F. da Fonseca manda para a mesa um projecto de lei regulando a forma como as camaras municipaes devem proceder á cobrança das suas dividas. Reconhecida a urgencia, é o projecto approvado em seguida. Não os mesmos. O sr. Rodrigo Rodrigues responde que nada sabe acerca da assembléa-a que se refere o sr. Barbosa de Magalhães e que tambem nada sabia a respeito das palavras asperas aparecidas no processo.	[224, 1038, 423, 1182]
ad-text: Excellente tabaco havano, fechados á machina, sem emprego de gomma.	[20, 762, 198, 788]
article-paragraph: O sr. Jacintho Nunes apresenta uma representação da camara municipal de Lisboa contra a secularisação dos cemiterios e a fundo sobre a commissão administrativa de Lisboa, por ter tomado, contra a lei, uma medida d'essa natureza. Nos cemiterios de Lisboa, diz, todas as ceremonias do culto podem celebrar-se. Attentou-se contra a liberdade de consciencia, que é a garantia, para ella, de todas as liberdades.	[224, 342, 423, 486]
article-paragraph: O sr. Brito Camacho pergunta para que não se reconhecia a maior numero d'elles. Depois de discutido o assumpto, o parecer é approvado. Na ordem do dia, discutem-se as emendas do Senado ao projecto de lei que regula os vencimentos e funcções dos thesoureiros da fazenda publica. Fallam os srs. Thomé de Barros Queiroz, ministro das finanças e outros, sendo parte das emendas approvada e outra parte rejeitada.	[434, 783, 633, 928]
article-paragraph: BOLSA DE LONDRES.—Portuguez, 3 1/8; Inglez 3 1/2, 75,80; Russo, 5 0/0, 100,10; Japonez, 5 0/0, 80,00. Caminhos de Ferro, 13,00; Missouri-Kansas, 28,00; Tintos, 71,00; Rand Mines, 68,00; Rio Tinto, 43; Mozambique, 15; Beira, 14, 5/8. Bra..., Marconi's ord. 4 3/16 idem preferid. 14 1/8, amarina, 13/4.	[644, 1712, 843, 1801]
table-row	[644, 1565, 843, 1576]
table-row	[644, 1523, 843, 1534]
cell: 420	[770, 1512, 789, 1523]
article-paragraph: Assistia-lhe o dever moral de não esquecer as suas palavras. Lendo o relatorio da sua proposta, o sr. ministro das finanças salienta, com verdadeiros numeros, o motivos porque não tem chegado o momento em que os homens do Estado devem deixar, a sua passagem pelo poder, normas exactas a novos ministros. Entra em discussão o parecer da commissão de petições, reconhecendo como revolucionarios civis 51 individuos.	[434, 175, 633, 331]
ad-brand: Imperios	[32, 719, 186, 764]
asylo-subtitle-2: O sr. José Valentim é exonerado, a seu pedido, de presidente d'essa commissão	[860, 240, 1048, 279]
